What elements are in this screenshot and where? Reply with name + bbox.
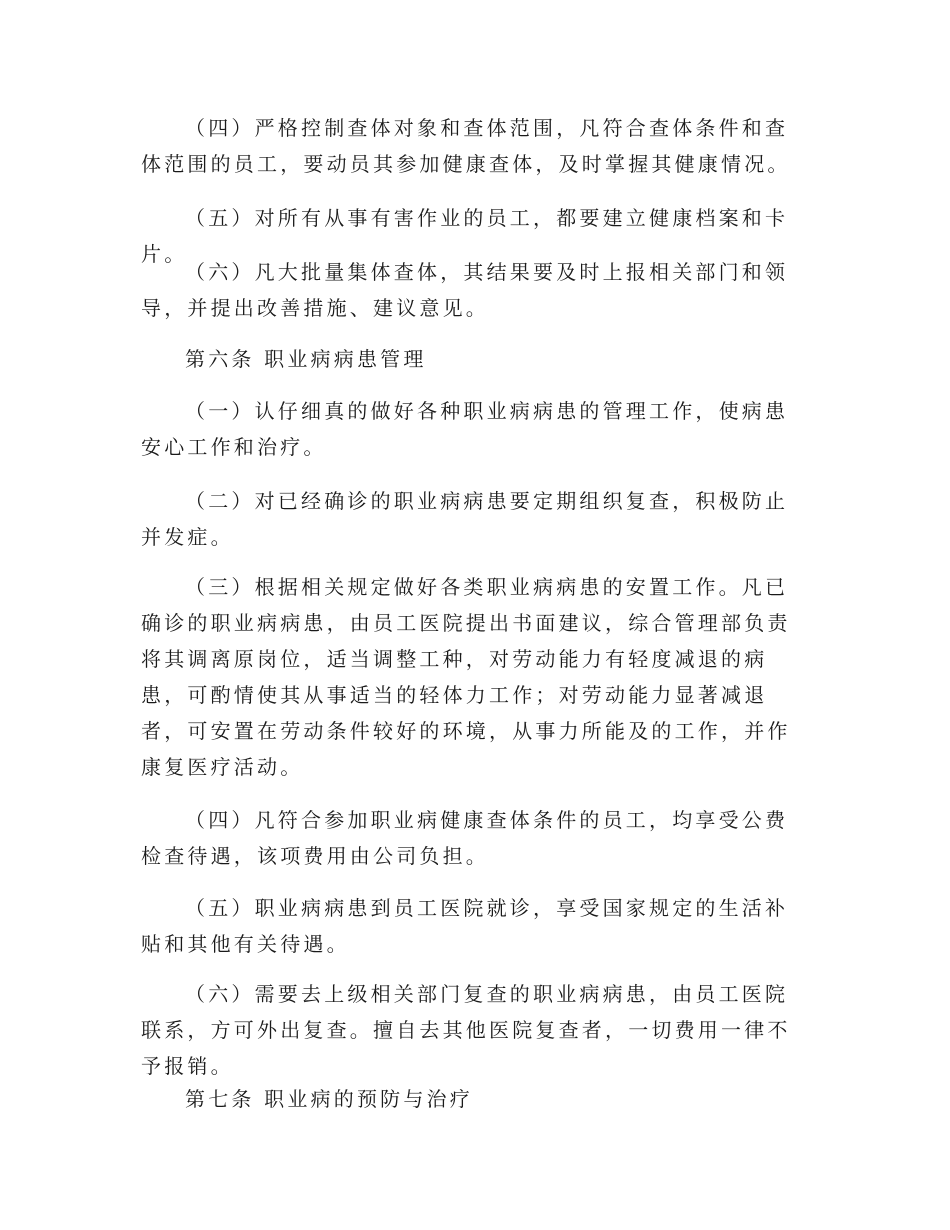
paragraph-5-subsidies: （五）职业病病患到员工医院就诊，享受国家规定的生活补贴和其他有关待遇。 (141, 896, 789, 956)
paragraph-6-batch-checkup: （六）凡大批量集体查体，其结果要及时上报相关部门和领导，并提出改善措施、建议意见。 (141, 260, 789, 320)
paragraph-1-patient-management: （一）认仔细真的做好各种职业病病患的管理工作，使病患安心工作和治疗。 (141, 399, 789, 459)
paragraph-2-periodic-review: （二）对已经确诊的职业病病患要定期组织复查，积极防止并发症。 (141, 489, 789, 549)
article-7-heading: 第七条 职业病的预防与治疗 (185, 1087, 473, 1111)
paragraph-6-external-review: （六）需要去上级相关部门复查的职业病病患，由员工医院联系，方可外出复查。擅自去其他医院复查者，一切费用一律不予报销。 (141, 982, 791, 1078)
article-6-heading: 第六条 职业病病患管理 (185, 347, 427, 371)
paragraph-5-health-records: （五）对所有从事有害作业的员工，都要建立健康档案和卡片。 (141, 206, 789, 266)
paragraph-4-free-checkup: （四）凡符合参加职业病健康查体条件的员工，均享受公费检查待遇，该项费用由公司负担。 (141, 808, 789, 868)
paragraph-3-placement: （三）根据相关规定做好各类职业病病患的安置工作。凡已确诊的职业病病患，由员工医院提出书面建议，综合管理部负责将其调离原岗位，适当调整工种，对劳动能力有轻度减退的病患，可酌情使其从事适当的轻体力工作；对劳动能力显著减退者，可安置在劳动条件较好的环境，从事力所能及的工作，并作康复医疗活动。 (141, 575, 791, 779)
paragraph-4-checkup-scope: （四）严格控制查体对象和查体范围，凡符合查体条件和查体范围的员工，要动员其参加健康查体，及时掌握其健康情况。 (141, 116, 791, 176)
